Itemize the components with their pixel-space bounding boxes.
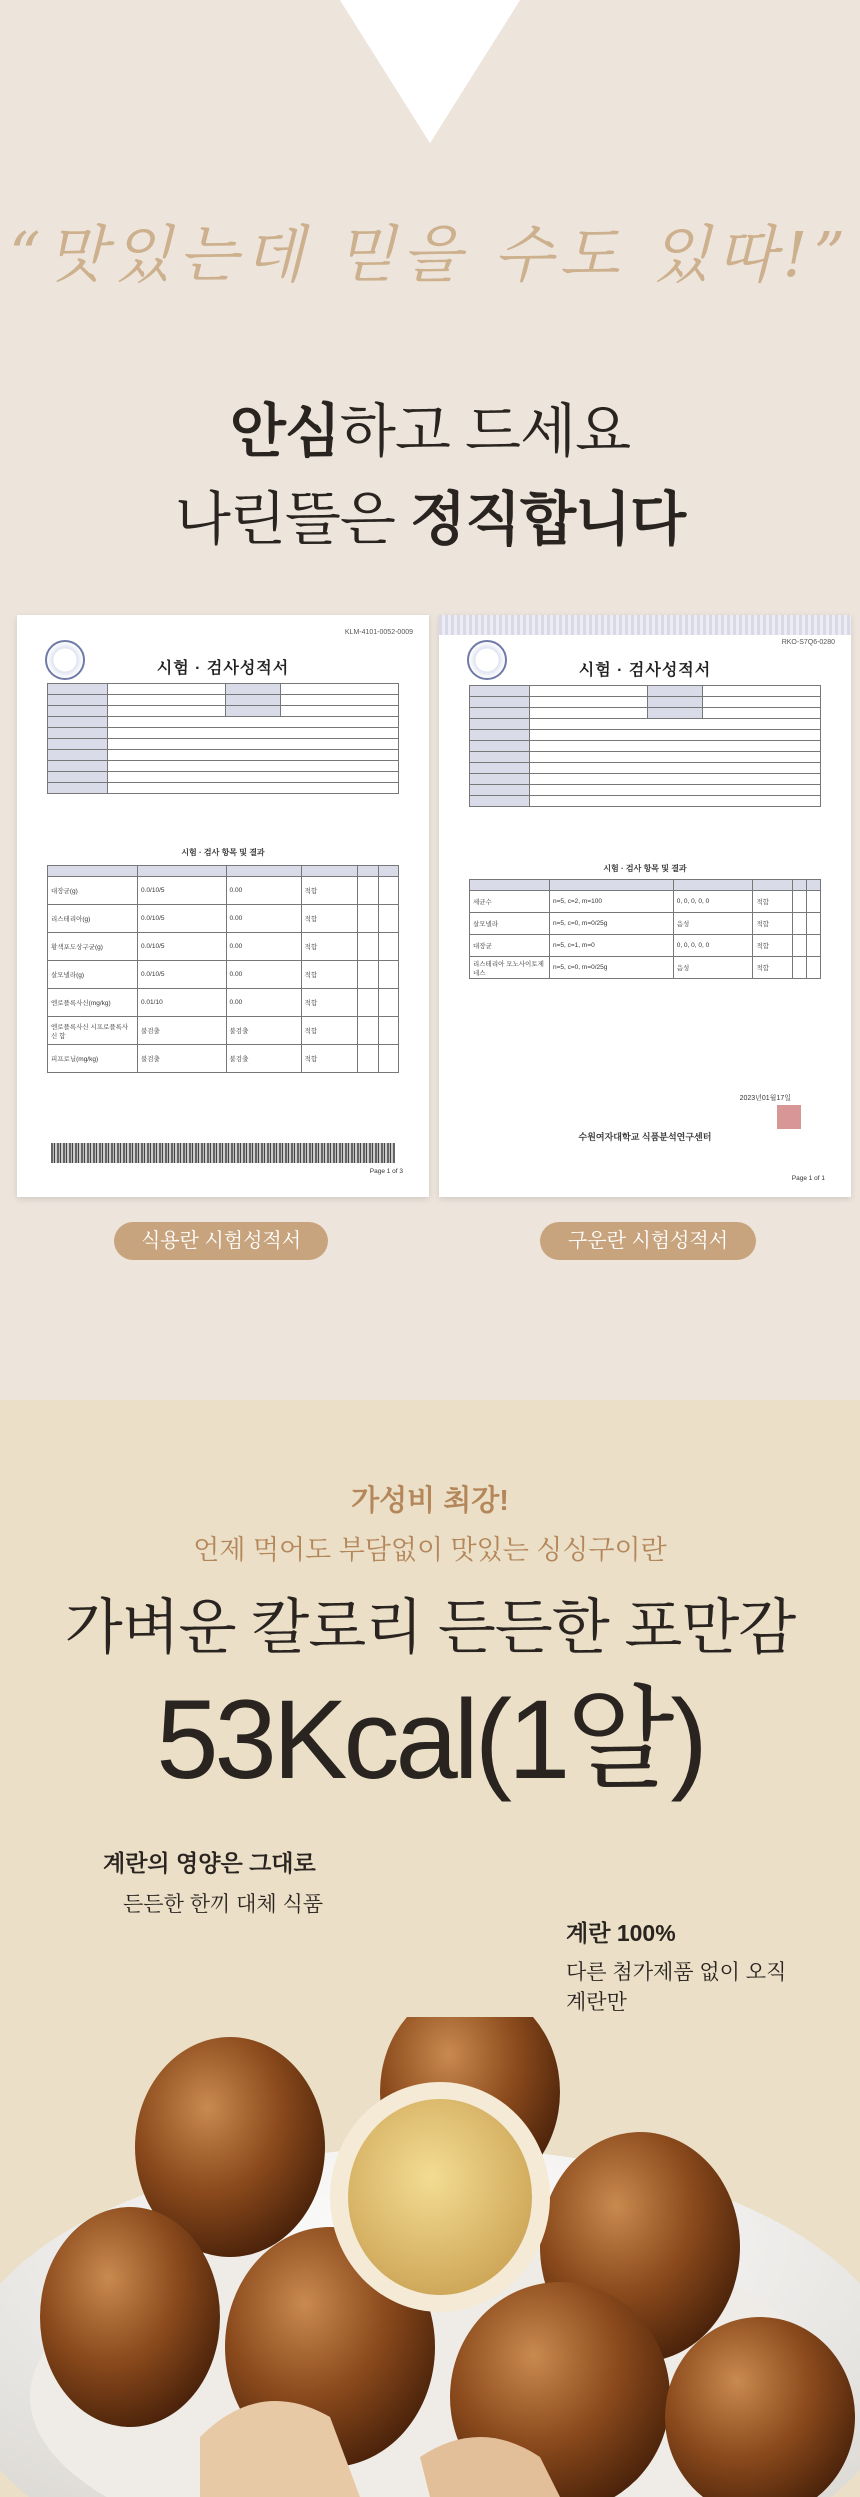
result-cell: 대장균(g) <box>48 877 138 905</box>
result-cell: 피프로닐(mg/kg) <box>48 1045 138 1073</box>
label-raw-egg-certificate: 식용란 시험성적서 <box>114 1222 328 1260</box>
result-cell <box>358 1017 378 1045</box>
value-tagline: 가성비 최강! <box>351 1485 509 1517</box>
certificate-info-table <box>47 683 399 794</box>
result-cell <box>792 935 806 957</box>
headline-bold-word-2: 정직합니다 <box>410 487 686 552</box>
results-section-title: 시험 · 검사 항목 및 결과 <box>603 864 687 873</box>
result-cell <box>358 905 378 933</box>
result-row <box>470 957 821 979</box>
result-row <box>48 989 399 1017</box>
result-cell: 0.00 <box>226 961 301 989</box>
result-cell: 불검출 <box>138 1045 227 1073</box>
result-cell <box>378 933 398 961</box>
result-cell: n=5, c=0, m=0/25g <box>550 913 674 935</box>
result-cell: 0, 0, 0, 0, 0 <box>673 891 753 913</box>
result-row <box>48 961 399 989</box>
value-description: 언제 먹어도 부담없이 맛있는 싱싱구이란 <box>193 1535 667 1565</box>
issuing-organization: 수원여자대학교 식품분석연구센터 <box>578 1132 712 1142</box>
headline-rest: 하고 드세요 <box>339 399 631 464</box>
calorie-headline: 가벼운 칼로리 든든한 포만감 <box>64 1594 796 1661</box>
result-cell <box>378 1045 398 1073</box>
nutrition-note-text: 든든한 한끼 대체 식품 <box>123 1893 324 1916</box>
official-stamp <box>777 1105 801 1129</box>
result-row <box>48 905 399 933</box>
certificate-title: 시험 · 검사성적서 <box>578 662 712 679</box>
result-row <box>470 935 821 957</box>
result-row <box>470 913 821 935</box>
result-cell: 적합 <box>753 935 792 957</box>
result-cell <box>358 933 378 961</box>
result-cell: 불검출 <box>226 1017 301 1045</box>
result-cell: 0.00 <box>226 877 301 905</box>
result-row <box>48 1045 399 1073</box>
result-cell: n=5, c=1, m=0 <box>550 935 674 957</box>
page-number: Page 1 of 3 <box>369 1168 403 1175</box>
headline-rest-2: 나린뜰은 <box>174 487 411 552</box>
result-cell: 0.0/10/5 <box>138 961 227 989</box>
result-cell: 적합 <box>753 891 792 913</box>
result-cell: 적합 <box>301 933 358 961</box>
result-cell: 0.0/10/5 <box>138 905 227 933</box>
result-cell <box>378 1017 398 1045</box>
result-cell: 적합 <box>753 957 792 979</box>
result-cell: 리스테리아(g) <box>48 905 138 933</box>
result-cell: 적합 <box>753 913 792 935</box>
result-cell: 적합 <box>301 905 358 933</box>
result-row <box>48 1017 399 1045</box>
result-cell: 엔로플록사신(mg/kg) <box>48 989 138 1017</box>
calorie-section <box>0 1400 860 2497</box>
headline-bold-word: 안심 <box>229 399 340 464</box>
section-notch-divider <box>0 0 860 160</box>
result-cell <box>358 961 378 989</box>
nutrition-note-title: 계란의 영양은 그대로 <box>103 1850 316 1876</box>
result-cell <box>806 935 820 957</box>
result-cell: 0, 0, 0, 0, 0 <box>673 935 753 957</box>
result-cell: 황색포도상구균(g) <box>48 933 138 961</box>
result-cell: 불검출 <box>226 1045 301 1073</box>
page-number: Page 1 of 1 <box>791 1175 825 1182</box>
result-cell <box>378 877 398 905</box>
result-cell: 대장균 <box>470 935 550 957</box>
result-cell <box>358 989 378 1017</box>
result-cell <box>806 957 820 979</box>
result-cell: 세균수 <box>470 891 550 913</box>
result-cell <box>378 905 398 933</box>
result-cell: 0.00 <box>226 933 301 961</box>
result-cell <box>792 957 806 979</box>
ingredient-note-text-2: 계란만 <box>566 1991 627 2014</box>
result-cell: 적합 <box>301 1017 358 1045</box>
certificate-raw-egg <box>17 615 429 1197</box>
result-row <box>48 933 399 961</box>
result-cell <box>378 989 398 1017</box>
result-cell <box>806 891 820 913</box>
issue-date: 2023년01월17일 <box>739 1095 791 1102</box>
calorie-value: 53Kcal(1알) <box>156 1677 704 1802</box>
result-cell: 리스테리아 모노사이토제네스 <box>470 957 550 979</box>
result-cell: n=5, c=2, m=100 <box>550 891 674 913</box>
result-cell: 적합 <box>301 1045 358 1073</box>
result-cell <box>792 913 806 935</box>
result-cell: 적합 <box>301 961 358 989</box>
result-cell: 음성 <box>673 913 753 935</box>
result-cell: 불검출 <box>138 1017 227 1045</box>
result-cell: 살모넬라(g) <box>48 961 138 989</box>
result-cell: 0.0/10/5 <box>138 877 227 905</box>
headline-line-1 <box>0 384 860 468</box>
headline-line-2 <box>0 472 860 556</box>
result-cell: 적합 <box>301 877 358 905</box>
result-row <box>470 891 821 913</box>
certificate-number: RKO-S7Q6-0280 <box>781 639 835 646</box>
label-roasted-egg-certificate: 구운란 시험성적서 <box>540 1222 756 1260</box>
result-cell: 엔로플록사신 시프로플록사신 합 <box>48 1017 138 1045</box>
certificate-ribbon <box>439 615 851 635</box>
handwritten-slogan: “맛있는데 믿을 수도 있따!” <box>8 218 852 291</box>
result-cell <box>358 877 378 905</box>
result-cell <box>358 1045 378 1073</box>
certificate-info-table <box>469 685 821 807</box>
results-section-title: 시험 · 검사 항목 및 결과 <box>181 848 265 857</box>
result-cell: n=5, c=0, m=0/25g <box>550 957 674 979</box>
barcode <box>51 1143 395 1163</box>
result-cell <box>792 891 806 913</box>
result-cell: 0.0/10/5 <box>138 933 227 961</box>
result-cell: 0.00 <box>226 905 301 933</box>
result-row <box>48 877 399 905</box>
results-table <box>47 865 399 1073</box>
ingredient-note-title: 계란 100% <box>566 1920 676 1946</box>
result-cell: 0.00 <box>226 989 301 1017</box>
result-cell: 0.01/10 <box>138 989 227 1017</box>
certificate-title: 시험 · 검사성적서 <box>156 660 290 677</box>
result-cell: 적합 <box>301 989 358 1017</box>
result-cell <box>806 913 820 935</box>
ingredient-note-text-1: 다른 첨가제품 없이 오직 <box>566 1961 787 1984</box>
roasted-eggs-photo <box>0 2017 860 2497</box>
result-cell: 살모넬라 <box>470 913 550 935</box>
result-cell: 음성 <box>673 957 753 979</box>
result-cell <box>378 961 398 989</box>
certificate-number: KLM-4101-0052-0009 <box>344 629 413 636</box>
results-table <box>469 879 821 979</box>
certificate-roasted-egg <box>439 615 851 1197</box>
